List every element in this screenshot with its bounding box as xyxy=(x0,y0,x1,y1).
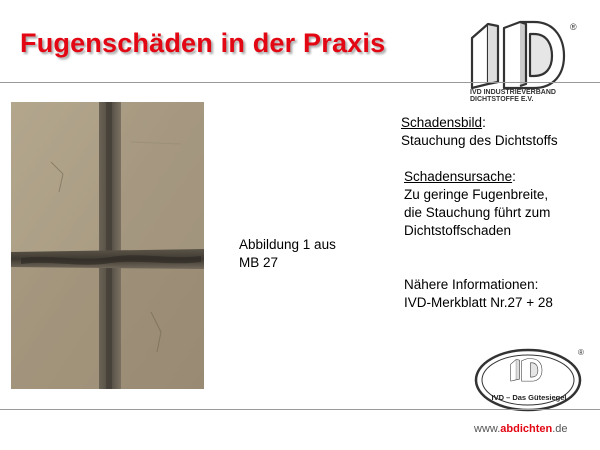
schadensursache-line: Dichtstoffschaden xyxy=(404,223,512,238)
caption-line2: MB 27 xyxy=(239,255,279,270)
schadensursache-heading: Schadensursache xyxy=(404,169,513,184)
schadensbild-colon: : xyxy=(482,115,486,130)
schadensbild-text: Stauchung des Dichtstoffs xyxy=(401,133,558,148)
bottom-divider xyxy=(0,409,600,410)
logo-text-line1: IVD INDUSTRIEVERBAND xyxy=(470,89,556,96)
url-highlight: abdichten xyxy=(500,423,553,435)
seal-registered-mark: ® xyxy=(578,348,584,357)
slide-title: Fugenschäden in der Praxis xyxy=(20,28,386,58)
joint-damage-photo xyxy=(11,102,204,389)
schadensursache-colon: : xyxy=(512,169,516,184)
info-block xyxy=(404,276,553,312)
schadensursache-line: Zu geringe Fugenbreite, xyxy=(404,187,549,202)
caption-line1: Abbildung 1 aus xyxy=(239,237,336,252)
url-suffix: .de xyxy=(552,423,568,435)
schadensursache-block xyxy=(404,168,550,240)
info-line2: IVD-Merkblatt Nr.27 + 28 xyxy=(404,295,553,310)
quality-seal-icon xyxy=(470,346,590,412)
website-link[interactable] xyxy=(474,423,568,435)
logo-registered-mark: ® xyxy=(570,22,577,32)
seal-label: IVD – Das Gütesiegel xyxy=(491,393,567,402)
top-divider xyxy=(0,82,600,83)
schadensursache-line: die Stauchung führt zum xyxy=(404,205,551,220)
figure-caption xyxy=(239,236,336,272)
info-line1: Nähere Informationen: xyxy=(404,277,539,292)
logo-text-line2: DICHTSTOFFE E.V. xyxy=(470,96,534,103)
schadensbild-heading: Schadensbild xyxy=(401,115,483,130)
url-prefix: www. xyxy=(474,423,501,435)
schadensbild-block xyxy=(401,114,558,150)
